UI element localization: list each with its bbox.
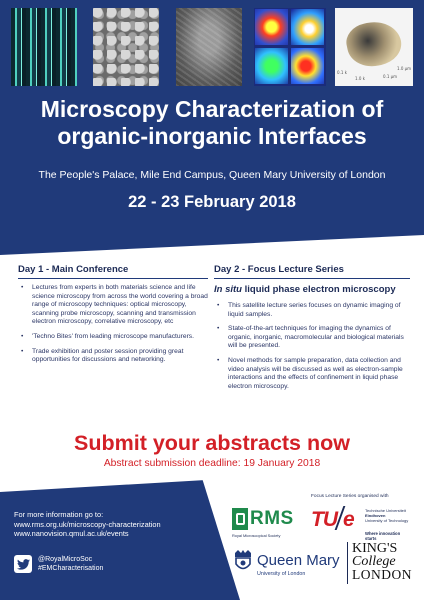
day1-column (18, 264, 208, 371)
venue: The People's Palace, Mile End Campus, Queen Mary University of London (38, 169, 386, 181)
day1-list (18, 284, 208, 365)
microscopy-image-heatmaps (254, 8, 326, 86)
list-item: • Trade exhibition and poster session providing great opportunities for discussions and networking. (18, 348, 208, 365)
day2-subheading: In situ liquid phase electron microscopy (214, 284, 396, 295)
list-item: • Novel methods for sample preparation, data collection and video analysis will be discussed as well as electron-sample interactions and the effects of confinement in liquid phase electron microscopy. (214, 357, 410, 391)
header-diagonal-edge (0, 235, 424, 255)
nanovision-url-link[interactable]: www.nanovision.qmul.ac.uk/events (14, 529, 129, 538)
hashtag-link[interactable]: #EMCharacterisation (38, 565, 104, 572)
more-info (14, 510, 161, 539)
page-title: Microscopy Characterization of organic-inorganic Interfaces (40, 96, 384, 149)
footer-panel (0, 478, 240, 600)
qm-crest-icon (232, 549, 254, 573)
twitter-handle-link[interactable]: @RoyalMicroSoc (38, 556, 93, 563)
rms-emblem-icon (232, 508, 248, 530)
day2-column (214, 264, 410, 397)
tue-logo: TU e Technische Universiteit Eindhoven University of Technology Where innovation starts (311, 508, 409, 541)
more-info-label: For more information go to: (14, 510, 104, 519)
microscopy-image-fibres (11, 8, 77, 86)
microscopy-image-surface (176, 8, 242, 86)
submission-deadline: Abstract submission deadline: 19 January 2018 (103, 458, 321, 469)
rms-logo: RMS Royal Microscopical Society (232, 508, 294, 538)
twitter-bird-icon (14, 555, 32, 573)
list-item: • Lectures from experts in both materials science and life science microscopy from across the world covering a broad range of microscopy techniques: optical microscopy, scanning probe microscopy, scanning and transmission electron microscopy, correlative microscopy, etc (18, 284, 208, 327)
event-dates: 22 - 23 February 2018 (128, 193, 296, 211)
list-item: • State-of-the-art techniques for imaging the dynamics of organic, inorganic, macromolecular and biological materials will be presented. (214, 325, 410, 351)
list-item: • This satellite lecture series focuses on dynamic imaging of liquid samples. (214, 302, 410, 319)
rms-url-link[interactable]: www.rms.org.uk/microscopy-characterization (14, 519, 161, 529)
kings-college-logo: KING'S College LONDON (347, 542, 409, 584)
social-block (14, 555, 103, 573)
day2-heading: Day 2 - Focus Lecture Series (214, 264, 410, 279)
queen-mary-logo: Queen Mary University of London (232, 547, 338, 583)
organised-with-label: Focus Lecture Series organised with (311, 494, 389, 499)
day2-list (214, 302, 410, 391)
day1-heading: Day 1 - Main Conference (18, 264, 208, 279)
submit-abstracts-headline: Submit your abstracts now (74, 431, 350, 455)
list-item: • 'Techno Bites' from leading microscope manufacturers. (18, 333, 208, 342)
microscopy-image-particles (93, 8, 159, 86)
microscopy-image-3d-render: 0.1 k 1.0 k 0.1 µm 1.0 µm (335, 8, 413, 86)
